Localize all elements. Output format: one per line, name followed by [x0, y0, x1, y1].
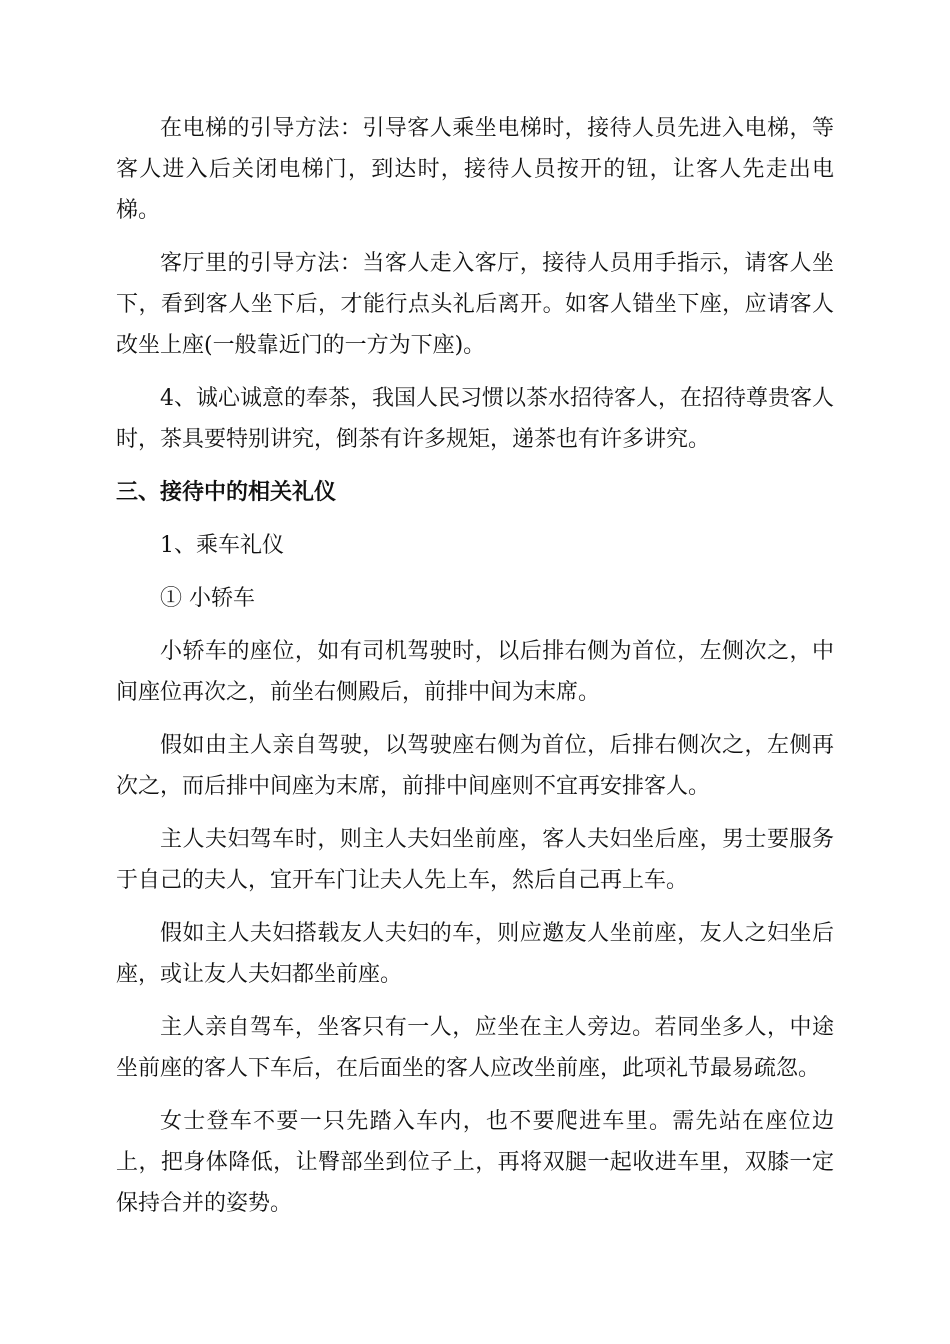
- paragraph-host-couple-driving: 主人夫妇驾车时，则主人夫妇坐前座，客人夫妇坐后座，男士要服务于自己的夫人，宜开车门让夫人先上车，然后自己再上车。: [116, 827, 834, 893]
- section-heading: 三、接待中的相关礼仪: [116, 480, 337, 505]
- paragraph-single-guest: 主人亲自驾车，坐客只有一人，应坐在主人旁边。若同坐多人，中途坐前座的客人下车后，在后面坐的客人应改坐前座，此项礼节最易疏忽。: [116, 1015, 834, 1081]
- paragraph-elevator-guidance: 在电梯的引导方法：引导客人乘坐电梯时，接待人员先进入电梯，等客人进入后关闭电梯门，到达时，接待人员按开的钮，让客人先走出电梯。: [116, 116, 834, 223]
- paragraph-host-driving: 假如由主人亲自驾驶，以驾驶座右侧为首位，后排右侧次之，左侧再次之，而后排中间座为末席，前排中间座则不宜再安排客人。: [116, 733, 834, 799]
- paragraph-living-room-guidance: 客厅里的引导方法：当客人走入客厅，接待人员用手指示，请客人坐下，看到客人坐下后，才能行点头礼后离开。如客人错坐下座，应请客人改坐上座(一般靠近门的一方为下座)。: [116, 251, 834, 358]
- paragraph-sedan-seating: 小轿车的座位，如有司机驾驶时，以后排右侧为首位，左侧次之，中间座位再次之，前坐右侧殿后，前排中间为末席。: [116, 639, 834, 705]
- paragraph-lady-boarding: 女士登车不要一只先踏入车内，也不要爬进车里。需先站在座位边上，把身体降低，让臀部坐到位子上，再将双腿一起收进车里，双膝一定保持合并的姿势。: [116, 1109, 834, 1216]
- paragraph-serving-tea: 4、诚心诚意的奉茶，我国人民习惯以茶水招待客人，在招待尊贵客人时，茶具要特别讲究，倒茶有许多规矩，递茶也有许多讲究。: [116, 386, 834, 452]
- subheading-riding-etiquette: 1、乘车礼仪: [160, 533, 284, 558]
- document-page: [116, 108, 834, 1224]
- subheading-sedan: ① 小轿车: [160, 586, 255, 611]
- paragraph-host-couple-carrying-friends: 假如主人夫妇搭载友人夫妇的车，则应邀友人坐前座，友人之妇坐后座，或让友人夫妇都坐前座。: [116, 921, 834, 987]
